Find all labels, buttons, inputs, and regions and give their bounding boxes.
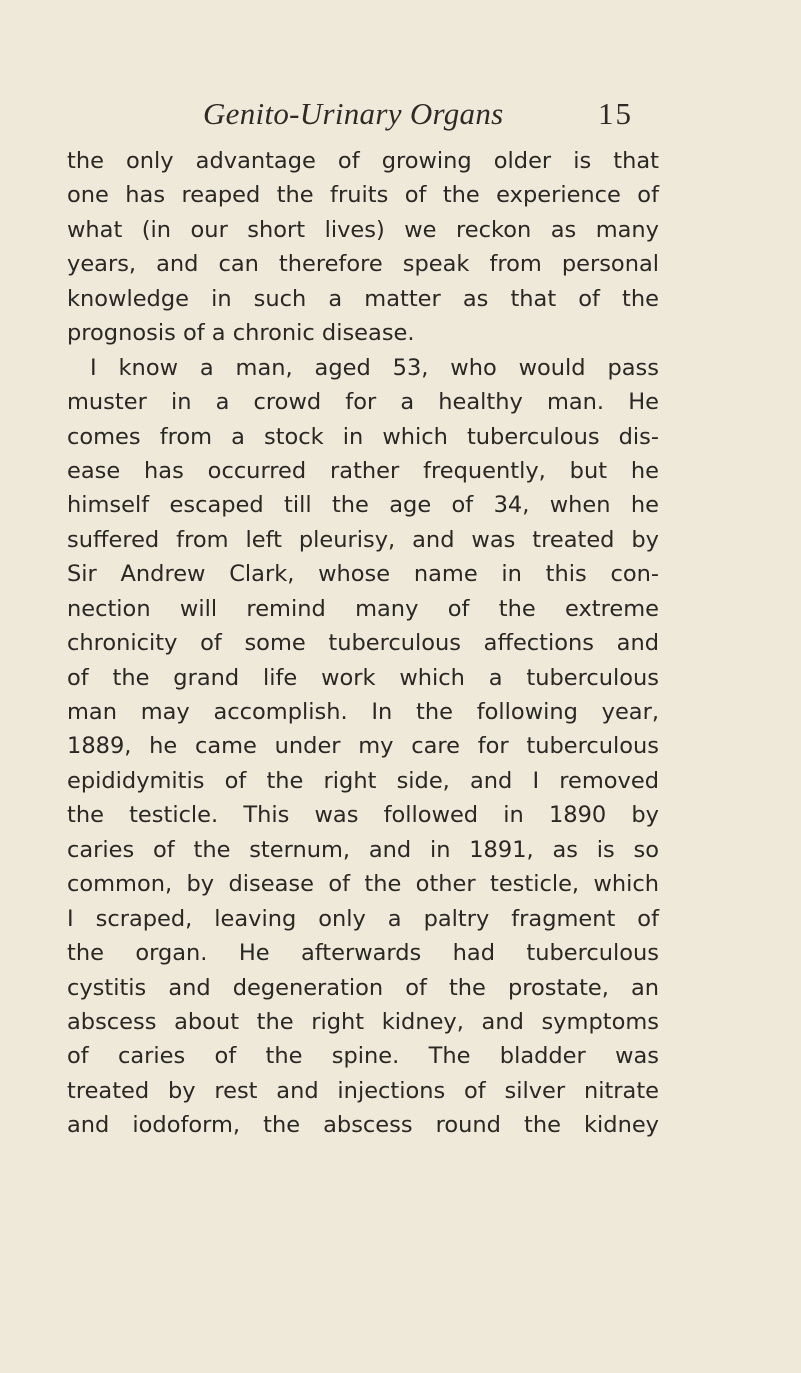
text-line: the only advantage of growing older is that bbox=[67, 148, 659, 174]
text-line: abscess about the right kidney, and symptoms bbox=[67, 1008, 659, 1035]
text-line: and iodoform, the abscess round the kidney bbox=[67, 1112, 659, 1139]
text-line: I scraped, leaving only a paltry fragment of bbox=[67, 905, 659, 932]
text-line: one has reaped the fruits of the experience of bbox=[67, 182, 659, 209]
text-line: caries of the sternum, and in 1891, as is so bbox=[67, 836, 659, 863]
text-line: treated by rest and injections of silver nitrate bbox=[67, 1077, 659, 1104]
text-line: years, and can therefore speak from personal bbox=[67, 251, 659, 278]
text-line: of the grand life work which a tuberculous bbox=[67, 664, 659, 691]
text-line: himself escaped till the age of 34, when he bbox=[67, 492, 659, 519]
text-line: nection will remind many of the extreme bbox=[67, 595, 659, 622]
text-line: muster in a crowd for a healthy man. He bbox=[67, 389, 659, 416]
text-line: knowledge in such a matter as that of the bbox=[67, 285, 659, 312]
text-line: the organ. He afterwards had tuberculous bbox=[67, 940, 659, 967]
text-line: 1889, he came under my care for tuberculous bbox=[67, 733, 659, 760]
text-line: cystitis and degeneration of the prostate, an bbox=[67, 974, 659, 1001]
text-line: of caries of the spine. The bladder was bbox=[67, 1043, 659, 1070]
text-line: the testicle. This was followed in 1890 by bbox=[67, 802, 659, 829]
text-line: ease has occurred rather frequently, but he bbox=[67, 457, 659, 484]
paragraph-start-line: I know a man, aged 53, who would pass bbox=[90, 354, 659, 381]
text-line: prognosis of a chronic disease. bbox=[67, 320, 415, 347]
body-text bbox=[67, 144, 659, 1143]
text-line: what (in our short lives) we reckon as many bbox=[67, 216, 659, 243]
text-line: man may accomplish. In the following year, bbox=[67, 699, 659, 725]
running-head: Genito-Urinary Organs bbox=[203, 96, 504, 131]
text-line: epididymitis of the right side, and I removed bbox=[67, 767, 659, 794]
text-line: Sir Andrew Clark, whose name in this con- bbox=[67, 561, 659, 588]
page-number: 15 bbox=[598, 96, 633, 131]
text-line: comes from a stock in which tuberculous dis- bbox=[67, 423, 659, 450]
text-line: chronicity of some tuberculous affections and bbox=[67, 630, 659, 657]
text-line: suffered from left pleurisy, and was treated by bbox=[67, 526, 659, 553]
text-line: common, by disease of the other testicle, which bbox=[67, 871, 659, 898]
